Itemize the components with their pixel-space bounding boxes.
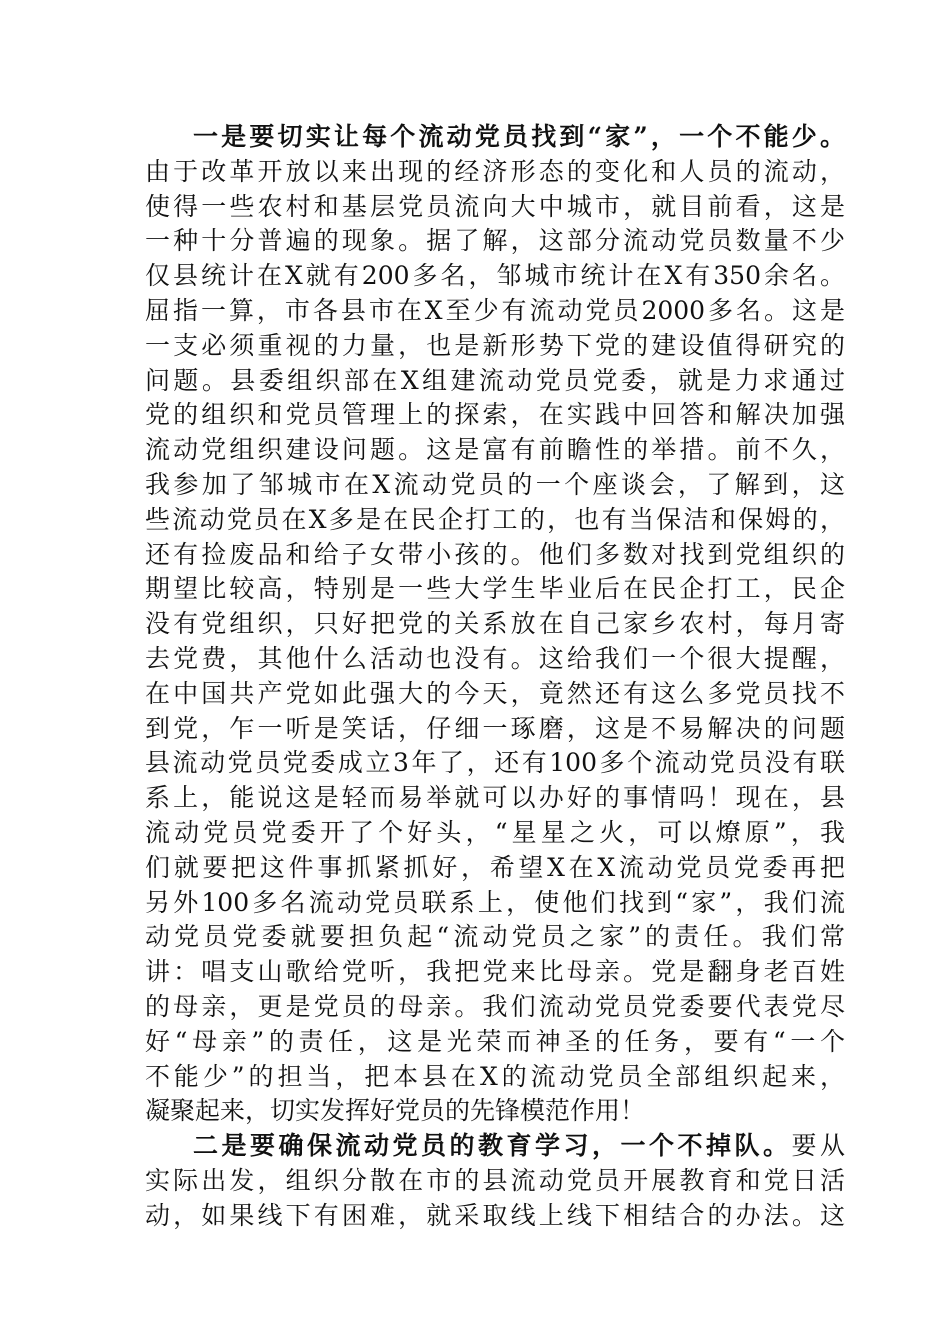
text-line: 由于改革开放以来出现的经济形态的变化和人员的流动， (145, 156, 845, 186)
text-line: 一种十分普遍的现象。据了解，这部分流动党员数量不少 (145, 226, 845, 256)
text-line: 县流动党员党委成立3年了，还有100多个流动党员没有联 (145, 748, 845, 778)
text-line: 问题。县委组织部在X组建流动党员党委，就是力求通过 (145, 365, 845, 395)
text-line: 讲：唱支山歌给党听，我把党来比母亲。党是翻身老百姓 (145, 957, 845, 987)
text-line: 流动党员党委开了个好头，“星星之火，可以燎原”，我 (145, 817, 845, 847)
text-line: 流动党组织建设问题。这是富有前瞻性的举措。前不久， (145, 435, 845, 465)
paragraph-two (145, 1129, 845, 1233)
paragraph-two-first-rest: 要从 (791, 1131, 845, 1161)
text-line: 期望比较高，特别是一些大学生毕业后在民企打工，民企 (145, 574, 845, 604)
document-body (145, 120, 845, 1234)
paragraph-one-heading-line (145, 120, 845, 155)
text-line: 凝聚起来，切实发挥好党员的先锋模范作用！ (145, 1096, 646, 1126)
text-line: 不能少”的担当，把本县在X的流动党员全部组织起来， (145, 1061, 845, 1091)
text-line: 们就要把这件事抓紧抓好，希望X在X流动党员党委再把 (145, 852, 845, 882)
paragraph-one-lead: 一是要切实让每个流动党员找到“家”，一个不能少。 (193, 122, 845, 151)
text-line: 我参加了邹城市在X流动党员的一个座谈会，了解到，这 (145, 469, 845, 499)
text-line: 实际出发，组织分散在市的县流动党员开展教育和党日活 (145, 1165, 845, 1195)
paragraph-one (145, 120, 845, 1129)
text-line: 动，如果线下有困难，就采取线上线下相结合的办法。这 (145, 1200, 845, 1230)
paragraph-two-lead: 二是要确保流动党员的教育学习，一个不掉队。 (193, 1131, 792, 1161)
text-line: 在中国共产党如此强大的今天，竟然还有这么多党员找不 (145, 678, 845, 708)
text-line: 没有党组织，只好把党的关系放在自己家乡农村，每月寄 (145, 609, 845, 639)
paragraph-two-heading-line (145, 1129, 845, 1164)
text-line: 一支必须重视的力量，也是新形势下党的建设值得研究的 (145, 330, 845, 360)
text-line: 些流动党员在X多是在民企打工的，也有当保洁和保姆的， (145, 504, 845, 534)
text-line: 另外100多名流动党员联系上，使他们找到“家”，我们流 (145, 887, 845, 917)
text-line: 到党，乍一听是笑话，仔细一琢磨，这是不易解决的问题 (145, 713, 845, 743)
text-line: 党的组织和党员管理上的探索，在实践中回答和解决加强 (145, 400, 845, 430)
text-line: 仅县统计在X就有200多名，邹城市统计在X有350余名。 (145, 261, 845, 291)
text-line: 使得一些农村和基层党员流向大中城市，就目前看，这是 (145, 191, 845, 221)
text-line: 还有捡废品和给子女带小孩的。他们多数对找到党组织的 (145, 539, 845, 569)
text-line: 屈指一算，市各县市在X至少有流动党员2000多名。这是 (145, 295, 845, 325)
text-line: 动党员党委就要担负起“流动党员之家”的责任。我们常 (145, 922, 845, 952)
text-line: 的母亲，更是党员的母亲。我们流动党员党委要代表党尽 (145, 991, 845, 1021)
text-line: 好“母亲”的责任，这是光荣而神圣的任务，要有“一个 (145, 1026, 845, 1056)
text-line: 系上，能说这是轻而易举就可以办好的事情吗！现在，县 (145, 783, 845, 813)
text-line: 去党费，其他什么活动也没有。这给我们一个很大提醒， (145, 643, 845, 673)
